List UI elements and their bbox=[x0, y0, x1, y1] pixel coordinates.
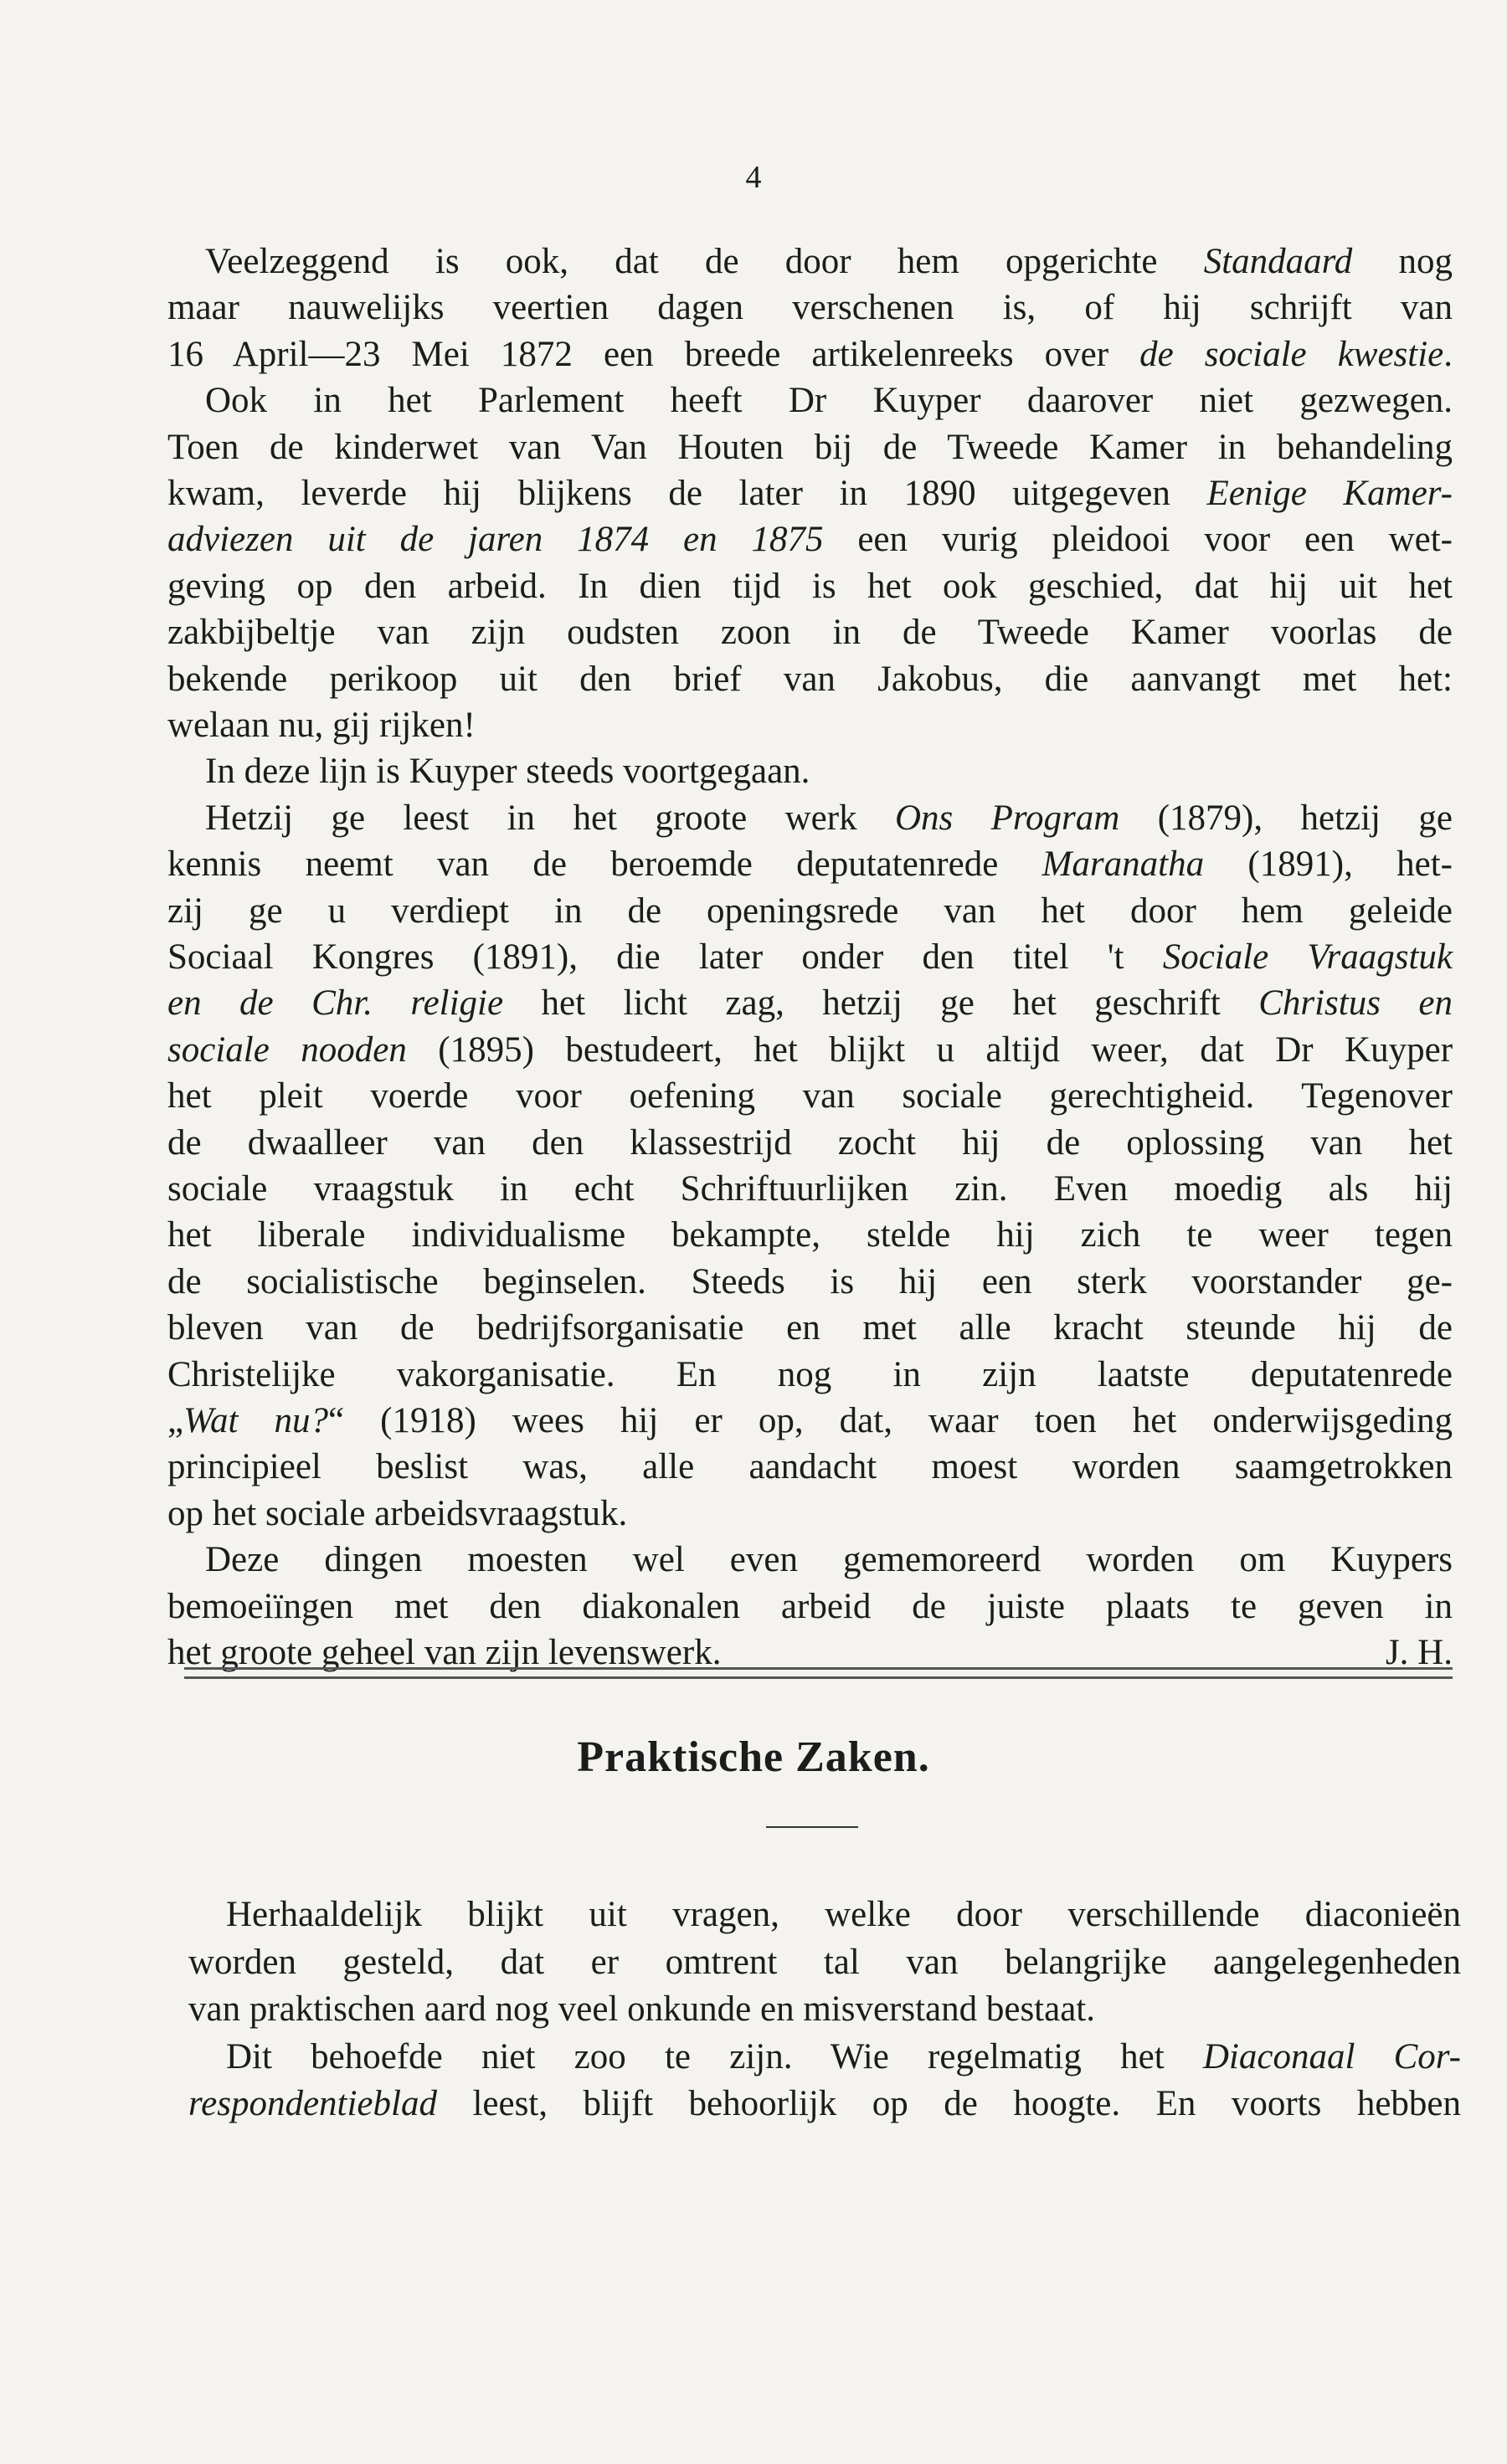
italic-title: Christus en bbox=[1258, 983, 1453, 1024]
text-line bbox=[167, 841, 1453, 888]
text-line bbox=[167, 1166, 1453, 1213]
italic-title: de sociale kwestie bbox=[1139, 334, 1444, 374]
text-line bbox=[167, 1259, 1453, 1306]
italic-title: Wat nu? bbox=[183, 1401, 328, 1440]
text-run: Hetzij ge leest in het groote werk bbox=[205, 798, 895, 838]
italic-title: Sociale Vraagstuk bbox=[1162, 937, 1453, 977]
text-run: bemoeiïngen met den diakonalen arbeid de juiste plaats te geven in bbox=[167, 1586, 1453, 1626]
text-run: geving op den arbeid. In dien tijd is het ook geschied, dat hij uit het bbox=[167, 566, 1453, 606]
text-run: welaan nu, gij rijken! bbox=[167, 706, 476, 745]
text-run: In deze lijn is Kuyper steeds voortgegaan. bbox=[205, 752, 810, 792]
text-run: “ (1918) wees hij er op, dat, waar toen het onderwijsgeding bbox=[328, 1401, 1453, 1440]
text-run: nog bbox=[1352, 242, 1453, 281]
text-line bbox=[188, 2081, 1461, 2128]
text-run: (1879), hetzij ge bbox=[1119, 798, 1453, 838]
page-number: 4 bbox=[745, 160, 762, 195]
text-run: de dwaalleer van den klassestrijd zocht hij de oplossing van het bbox=[167, 1122, 1453, 1163]
text-line bbox=[167, 609, 1453, 656]
text-run: principieel beslist was, alle aandacht moest worden saamgetrokken bbox=[167, 1447, 1453, 1487]
text-run: bleven van de bedrijfsorganisatie en met alle kracht steunde hij de bbox=[167, 1308, 1453, 1348]
text-run: Ook in het Parlement heeft Dr Kuyper daarover niet gezwegen. bbox=[205, 381, 1453, 421]
text-run: zij ge u verdiept in de openingsrede van het door hem geleide bbox=[167, 891, 1453, 931]
italic-title: Eenige Kamer- bbox=[1206, 474, 1453, 513]
text-run: het licht zag, hetzij ge het geschrift bbox=[503, 983, 1259, 1024]
italic-title: Diaconaal Cor- bbox=[1202, 2036, 1461, 2076]
text-line bbox=[167, 1305, 1453, 1352]
text-line bbox=[167, 1491, 1453, 1537]
text-line bbox=[167, 702, 1453, 749]
text-line bbox=[167, 239, 1453, 285]
text-line bbox=[167, 331, 1453, 378]
text-line bbox=[188, 1986, 1461, 2033]
text-line bbox=[167, 516, 1453, 563]
text-line bbox=[167, 563, 1453, 610]
text-run: (1895) bestudeert, het blijkt u altijd weer, dat Dr Kuyper bbox=[406, 1029, 1453, 1070]
text-line bbox=[188, 1892, 1461, 1938]
section-divider-top bbox=[184, 1667, 1453, 1670]
italic-title: adviezen uit de jaren 1874 en 1875 bbox=[167, 520, 824, 560]
text-run: het pleit voerde voor oefening van sociale gerechtigheid. Tegenover bbox=[167, 1076, 1453, 1116]
italic-title: sociale nooden bbox=[167, 1029, 407, 1070]
text-run: Veelzeggend is ook, dat de door hem opgerichte bbox=[205, 242, 1204, 281]
text-run: het groote geheel van zijn levenswerk. bbox=[167, 1633, 722, 1672]
italic-title: respondentieblad bbox=[188, 2084, 437, 2123]
section-divider-bottom bbox=[184, 1676, 1453, 1679]
text-run: leest, blijft behoorlijk op de hoogte. En voorts hebben bbox=[436, 2084, 1461, 2123]
text-line bbox=[167, 1584, 1453, 1630]
text-run: kwam, leverde hij blijkens de later in 1890 uitgegeven bbox=[167, 474, 1207, 513]
text-run: Deze dingen moesten wel even gememoreerd worden om Kuypers bbox=[205, 1540, 1453, 1580]
text-run: de socialistische beginselen. Steeds is hij een sterk voorstander ge- bbox=[167, 1261, 1453, 1301]
italic-title: en de Chr. religie bbox=[167, 983, 504, 1024]
text-run: Sociaal Kongres (1891), die later onder den titel 't bbox=[167, 937, 1163, 977]
text-run: Dit behoefde niet zoo te zijn. Wie regelmatig het bbox=[226, 2036, 1203, 2076]
title-underline bbox=[766, 1826, 858, 1828]
text-run: het liberale individualisme bekampte, stelde hij zich te weer tegen bbox=[167, 1215, 1453, 1255]
text-line bbox=[167, 656, 1453, 703]
text-line bbox=[167, 934, 1453, 981]
text-line bbox=[167, 748, 1453, 795]
text-line bbox=[167, 1352, 1453, 1399]
text-line bbox=[167, 1537, 1453, 1584]
text-line bbox=[167, 377, 1453, 424]
text-line bbox=[167, 1073, 1453, 1120]
text-line bbox=[188, 1939, 1461, 1986]
text-run: Herhaaldelijk blijkt uit vragen, welke door verschillende diaconieën bbox=[226, 1895, 1461, 1934]
text-run: worden gesteld, dat er omtrent tal van belangrijke aangelegenheden bbox=[188, 1942, 1461, 1982]
text-run: sociale vraagstuk in echt Schriftuurlijken zin. Even moedig als hij bbox=[167, 1169, 1453, 1209]
text-line bbox=[167, 424, 1453, 471]
text-line bbox=[167, 470, 1453, 517]
text-run: op het sociale arbeidsvraagstuk. bbox=[167, 1493, 628, 1533]
italic-title: Standaard bbox=[1203, 242, 1353, 281]
text-run: kennis neemt van de beroemde deputatenrede bbox=[167, 844, 1042, 885]
text-run: bekende perikoop uit den brief van Jakobus, die aanvangt met het: bbox=[167, 659, 1453, 699]
text-line bbox=[167, 1444, 1453, 1491]
text-run: „ bbox=[167, 1401, 184, 1440]
section-title: Praktische Zaken. bbox=[577, 1733, 930, 1781]
text-line bbox=[167, 888, 1453, 935]
italic-title: Maranatha bbox=[1042, 844, 1205, 885]
text-line bbox=[167, 980, 1453, 1027]
text-line bbox=[188, 2034, 1461, 2081]
text-line bbox=[167, 1027, 1453, 1074]
text-run: een vurig pleidooi voor een wet- bbox=[823, 520, 1453, 560]
text-run: maar nauwelijks veertien dagen verschenen is, of hij schrijft van bbox=[167, 288, 1453, 328]
text-run: van praktischen aard nog veel onkunde en misverstand bestaat. bbox=[188, 1989, 1095, 2029]
text-run: 16 April—23 Mei 1872 een breede artikelenreeks over bbox=[167, 334, 1140, 374]
text-line bbox=[167, 1212, 1453, 1259]
text-line bbox=[167, 1398, 1453, 1445]
text-line bbox=[167, 1120, 1453, 1167]
text-line bbox=[167, 795, 1453, 842]
text-run: Toen de kinderwet van Van Houten bij de Tweede Kamer in behandeling bbox=[167, 427, 1453, 467]
text-line bbox=[167, 285, 1453, 331]
text-run: Christelijke vakorganisatie. En nog in zijn laatste deputatenrede bbox=[167, 1354, 1453, 1394]
italic-title: Ons Program bbox=[894, 798, 1120, 838]
signature: J. H. bbox=[1385, 1633, 1453, 1672]
text-run: zakbijbeltje van zijn oudsten zoon in de Tweede Kamer voorlas de bbox=[167, 613, 1453, 653]
text-run: (1891), het- bbox=[1204, 844, 1453, 885]
text-run: . bbox=[1443, 334, 1453, 374]
